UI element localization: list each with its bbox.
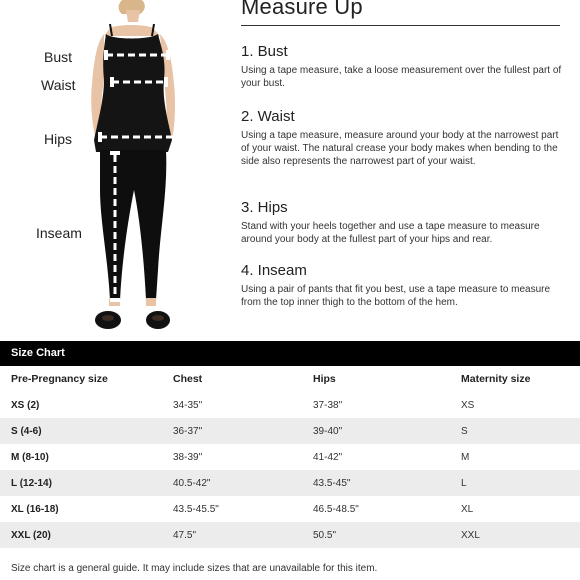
hips-cell: 39-40" xyxy=(313,425,343,437)
inseam-label: Inseam xyxy=(36,225,82,241)
column-header-maternity: Maternity size xyxy=(461,373,531,385)
table-row xyxy=(0,418,580,444)
pre-pregnancy-size-cell: S (4-6) xyxy=(11,425,42,437)
step-waist xyxy=(241,108,563,168)
chest-cell: 36-37" xyxy=(173,425,203,437)
hips-cell: 37-38" xyxy=(313,399,343,411)
hips-cell: 50.5" xyxy=(313,529,337,541)
step-hips xyxy=(241,199,563,246)
table-header-row xyxy=(0,366,580,392)
size-chart-header: Size Chart xyxy=(0,341,580,366)
table-row xyxy=(0,522,580,548)
hips-cell: 46.5-48.5" xyxy=(313,503,359,515)
chest-cell: 38-39" xyxy=(173,451,203,463)
size-chart-footnote: Size chart is a general guide. It may include sizes that are unavailable for this item. xyxy=(11,563,378,574)
column-header-chest: Chest xyxy=(173,373,203,385)
maternity-size-cell: L xyxy=(461,477,467,489)
maternity-size-cell: XXL xyxy=(461,529,480,541)
pre-pregnancy-size-cell: XL (16-18) xyxy=(11,503,59,515)
table-row xyxy=(0,496,580,522)
step-text: Using a tape measure, measure around your body at the narrowest part of your waist. The natural crease your body makes when bending to the side also represents the narrowest part of your waist. xyxy=(241,130,559,167)
model-figure xyxy=(0,0,230,340)
table-row xyxy=(0,392,580,418)
maternity-size-cell: XS xyxy=(461,399,475,411)
pre-pregnancy-size-cell: XS (2) xyxy=(11,399,40,411)
chest-cell: 40.5-42" xyxy=(173,477,211,489)
step-heading: 1. Bust xyxy=(241,43,288,60)
step-inseam xyxy=(241,262,563,309)
step-bust xyxy=(241,43,563,90)
waist-label: Waist xyxy=(41,77,76,93)
title-divider xyxy=(241,25,560,26)
table-row xyxy=(0,470,580,496)
step-heading: 2. Waist xyxy=(241,108,295,125)
pre-pregnancy-size-cell: M (8-10) xyxy=(11,451,49,463)
maternity-size-cell: S xyxy=(461,425,468,437)
maternity-size-cell: M xyxy=(461,451,470,463)
step-text: Using a pair of pants that fit you best, use a tape measure to measure from the top inner thigh to the bottom of the hem. xyxy=(241,284,551,308)
step-heading: 4. Inseam xyxy=(241,262,307,279)
step-heading: 3. Hips xyxy=(241,199,288,216)
chest-cell: 34-35" xyxy=(173,399,203,411)
size-chart-table xyxy=(0,366,580,548)
pre-pregnancy-size-cell: L (12-14) xyxy=(11,477,52,489)
column-header-hips: Hips xyxy=(313,373,336,385)
hips-label: Hips xyxy=(44,131,73,147)
hips-cell: 43.5-45" xyxy=(313,477,351,489)
chest-cell: 47.5" xyxy=(173,529,197,541)
column-header-pre-pregnancy: Pre-Pregnancy size xyxy=(11,373,108,385)
page-title: Measure Up xyxy=(241,0,363,19)
pre-pregnancy-size-cell: XXL (20) xyxy=(11,529,51,541)
table-row xyxy=(0,444,580,470)
chest-cell: 43.5-45.5" xyxy=(173,503,219,515)
maternity-size-cell: XL xyxy=(461,503,474,515)
bust-label: Bust xyxy=(44,49,73,65)
model-illustration xyxy=(0,0,230,340)
step-text: Stand with your heels together and use a tape measure to measure around your body at the fullest part of your hips and rear. xyxy=(241,221,540,245)
step-text: Using a tape measure, take a loose measurement over the fullest part of your bust. xyxy=(241,65,562,89)
hips-cell: 41-42" xyxy=(313,451,343,463)
